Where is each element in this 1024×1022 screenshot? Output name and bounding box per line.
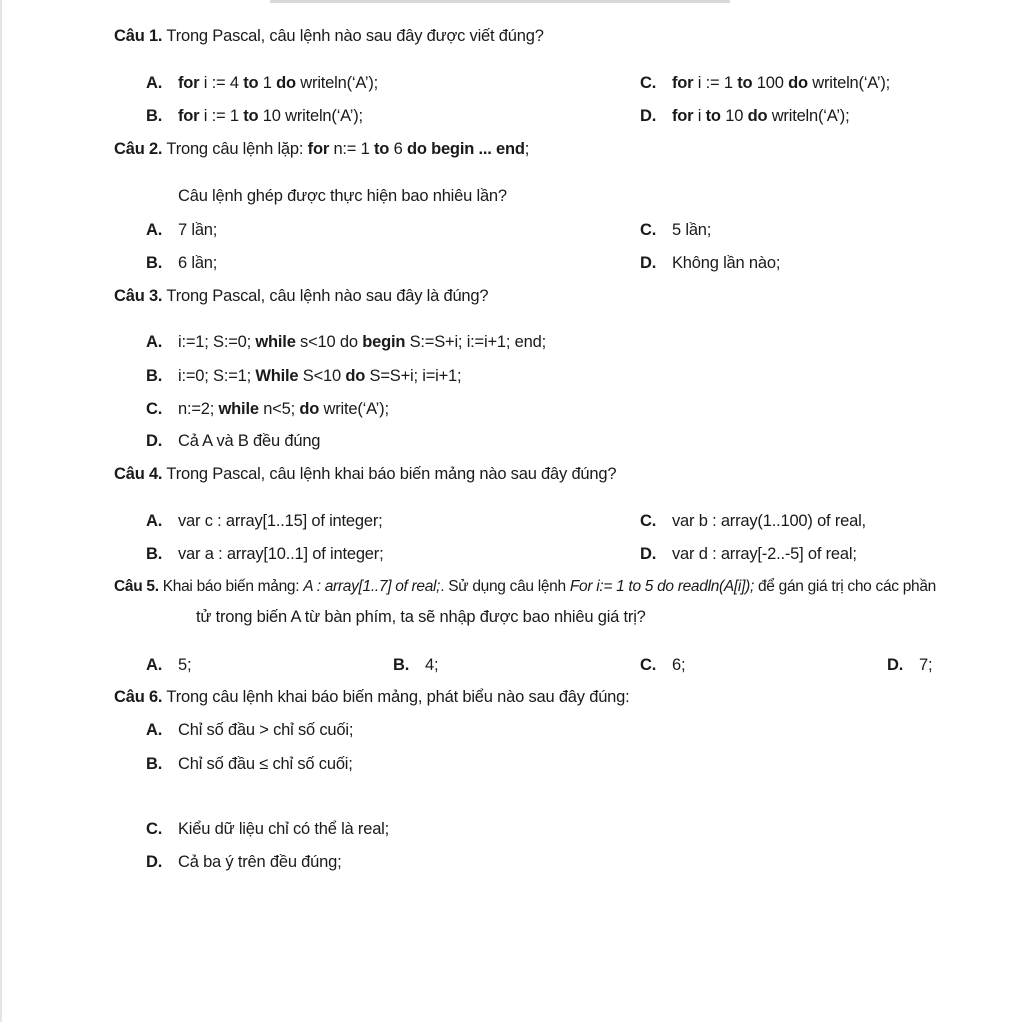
- question-number: Câu 4.: [114, 465, 163, 483]
- question-text: Trong Pascal, câu lệnh nào sau đây là đúng?: [166, 287, 489, 305]
- option-keyword: begin: [362, 333, 406, 351]
- option-text: 6;: [672, 656, 686, 674]
- option-text: 4;: [425, 656, 439, 674]
- q5-option-d: [887, 656, 932, 675]
- question-2-subtext: Câu lệnh ghép được thực hiện bao nhiêu lần?: [178, 187, 507, 205]
- option-keyword: to: [243, 74, 259, 92]
- option-text: i := 4: [199, 74, 244, 92]
- question-4: [114, 465, 616, 484]
- option-label: A.: [146, 333, 163, 351]
- option-keyword: to: [243, 107, 259, 125]
- question-5-continuation: tử trong biến A từ bàn phím, ta sẽ nhập được bao nhiêu giá trị?: [196, 608, 646, 626]
- option-keyword: do: [276, 74, 296, 92]
- option-keyword: to: [705, 107, 721, 125]
- option-text: S=S+i; i=i+1;: [365, 367, 462, 385]
- option-keyword: for: [672, 74, 694, 92]
- question-number: Câu 6.: [114, 688, 163, 706]
- question-text: để gán giá trị cho các phần: [753, 578, 937, 595]
- option-label: C.: [146, 400, 163, 418]
- option-label: B.: [146, 107, 163, 125]
- option-label: D.: [887, 656, 904, 674]
- q1-option-c: [640, 74, 890, 93]
- q4-option-a: [146, 512, 383, 531]
- option-text: Cả ba ý trên đều đúng;: [178, 853, 342, 871]
- option-label: D.: [640, 545, 657, 563]
- option-keyword: for: [178, 107, 200, 125]
- question-text: ;: [524, 140, 530, 158]
- option-keyword: do: [299, 400, 320, 418]
- question-code: A : array[1..7] of real;: [303, 578, 441, 595]
- option-keyword: while: [218, 400, 259, 418]
- option-text: write(‘A’);: [319, 400, 389, 418]
- option-text: Kiểu dữ liệu chỉ có thể là real;: [178, 820, 390, 838]
- option-label: A.: [146, 512, 163, 530]
- option-text: 5;: [178, 656, 192, 674]
- option-label: D.: [146, 432, 163, 450]
- option-text: 5 lần;: [672, 221, 712, 239]
- option-text: i := 1: [693, 74, 738, 92]
- option-text: 100: [752, 74, 789, 92]
- option-text: 7 lần;: [178, 221, 218, 239]
- option-text: 10 writeln(‘A’);: [258, 107, 363, 125]
- option-keyword: While: [255, 367, 299, 385]
- q2-option-b: [146, 254, 217, 273]
- option-text: S:=S+i; i:=i+1; end;: [405, 333, 546, 351]
- q4-option-c: [640, 512, 866, 531]
- option-label: C.: [640, 74, 657, 92]
- option-keyword: to: [737, 74, 753, 92]
- question-text: Trong câu lệnh lặp:: [166, 140, 308, 158]
- q5-option-b: [393, 656, 438, 675]
- q3-option-c: [146, 400, 389, 419]
- question-text: Trong Pascal, câu lệnh khai báo biến mảng nào sau đây đúng?: [166, 465, 617, 483]
- option-text: Chỉ số đầu ≤ chỉ số cuối;: [178, 755, 353, 773]
- question-text: 6: [389, 140, 407, 158]
- option-keyword: while: [255, 333, 296, 351]
- option-text: S<10: [298, 367, 346, 385]
- q6-option-a: [146, 721, 353, 740]
- option-text: 1: [258, 74, 277, 92]
- option-text: writeln(‘A’);: [807, 74, 891, 92]
- question-number: Câu 5.: [114, 578, 159, 595]
- q1-option-b: [146, 107, 363, 126]
- option-text: writeln(‘A’);: [767, 107, 850, 125]
- option-text: 10: [720, 107, 748, 125]
- option-text: s<10 do: [295, 333, 363, 351]
- option-label: A.: [146, 221, 163, 239]
- question-keyword: to: [374, 140, 390, 158]
- option-text: Chỉ số đầu > chỉ số cuối;: [178, 721, 354, 739]
- option-text: n<5;: [258, 400, 300, 418]
- option-text: var b : array(1..100) of real,: [672, 512, 866, 530]
- option-text: writeln(‘A’);: [295, 74, 379, 92]
- option-label: C.: [640, 656, 657, 674]
- q3-option-b: [146, 367, 461, 386]
- option-label: D.: [640, 107, 657, 125]
- question-6: [114, 688, 630, 707]
- option-text: 7;: [919, 656, 933, 674]
- question-number: Câu 1.: [114, 27, 163, 45]
- q4-option-b: [146, 545, 383, 564]
- option-label: C.: [640, 512, 657, 530]
- option-keyword: for: [672, 107, 694, 125]
- q2-option-d: [640, 254, 780, 273]
- q6-option-c: [146, 820, 389, 839]
- q2-option-a: [146, 221, 217, 240]
- option-label: B.: [146, 367, 163, 385]
- option-label: D.: [146, 853, 163, 871]
- question-text: Khai báo biến mảng:: [162, 578, 304, 595]
- option-text: Không lần nào;: [672, 254, 781, 272]
- question-code: For i:= 1 to 5 do readln(A[i]);: [569, 578, 754, 595]
- question-number: Câu 2.: [114, 140, 163, 158]
- option-text: var a : array[10..1] of integer;: [178, 545, 384, 563]
- q2-option-c: [640, 221, 711, 240]
- question-text: n:= 1: [329, 140, 374, 158]
- option-label: B.: [146, 755, 163, 773]
- q3-option-d: [146, 432, 320, 451]
- option-text: i: [693, 107, 706, 125]
- option-label: B.: [146, 545, 163, 563]
- q5-option-a: [146, 656, 191, 675]
- option-label: B.: [146, 254, 163, 272]
- option-keyword: for: [178, 74, 200, 92]
- option-text: i := 1: [199, 107, 244, 125]
- option-text: i:=0; S:=1;: [178, 367, 256, 385]
- q1-option-d: [640, 107, 849, 126]
- option-keyword: do: [345, 367, 366, 385]
- option-label: A.: [146, 74, 163, 92]
- option-label: D.: [640, 254, 657, 272]
- question-3: [114, 287, 488, 306]
- question-number: Câu 3.: [114, 287, 163, 305]
- option-text: var c : array[1..15] of integer;: [178, 512, 383, 530]
- q6-option-d: [146, 853, 341, 872]
- option-label: C.: [640, 221, 657, 239]
- question-2: [114, 140, 529, 159]
- q1-option-a: [146, 74, 378, 93]
- question-1: [114, 27, 544, 46]
- option-label: B.: [393, 656, 410, 674]
- option-text: Cả A và B đều đúng: [178, 432, 321, 450]
- option-keyword: do: [788, 74, 808, 92]
- question-keyword: for: [307, 140, 330, 158]
- q6-option-b: [146, 755, 353, 774]
- question-text: . Sử dụng câu lệnh: [440, 578, 570, 595]
- question-text: Trong câu lệnh khai báo biến mảng, phát biểu nào sau đây đúng:: [166, 688, 630, 706]
- option-text: n:=2;: [178, 400, 219, 418]
- question-text: Trong Pascal, câu lệnh nào sau đây được viết đúng?: [166, 27, 544, 45]
- q5-option-c: [640, 656, 685, 675]
- option-text: 6 lần;: [178, 254, 218, 272]
- question-5: [114, 578, 936, 596]
- option-keyword: do: [747, 107, 768, 125]
- question-keyword: do begin ... end: [406, 140, 525, 158]
- option-text: i:=1; S:=0;: [178, 333, 256, 351]
- option-text: var d : array[-2..-5] of real;: [672, 545, 857, 563]
- option-label: A.: [146, 656, 163, 674]
- option-label: C.: [146, 820, 163, 838]
- option-label: A.: [146, 721, 163, 739]
- q3-option-a: [146, 333, 546, 352]
- q4-option-d: [640, 545, 857, 564]
